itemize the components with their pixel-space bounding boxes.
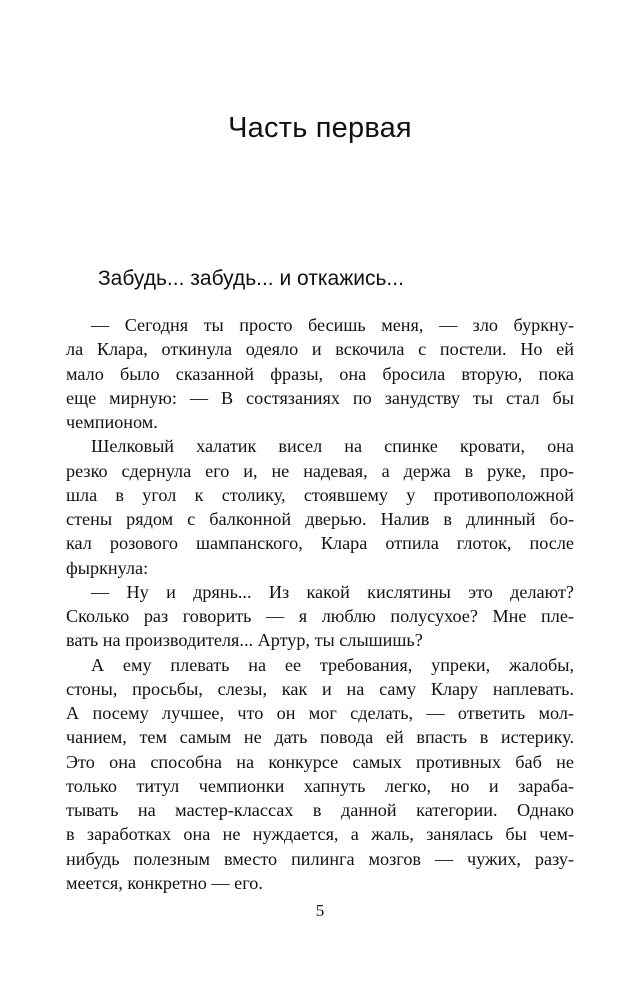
- text-line: стоны, просьбы, слезы, как и на саму Клару наплевать.: [66, 678, 574, 699]
- paragraph: [66, 313, 574, 434]
- text-line: Это она способна на конкурсе самых противных баб не: [66, 751, 574, 772]
- text-line: вать на производителя... Артур, ты слышишь?: [66, 630, 423, 651]
- text-line: еще мирную: — В состязаниях по занудству ты стал бы: [66, 387, 574, 408]
- text-line: чемпионом.: [66, 412, 158, 432]
- text-line: Сколько раз говорить — я люблю полусухое? Мне пле-: [66, 606, 574, 626]
- text-line: кал розового шампанского, Клара отпила глоток, после: [66, 533, 574, 554]
- text-line: — Ну и дрянь... Из какой кислятины это делают?: [91, 581, 574, 602]
- text-line: — Сегодня ты просто бесишь меня, — зло буркну-: [91, 315, 574, 335]
- page-number: 5: [315, 901, 325, 920]
- text-line: тывать на мастер-классах в данной категории. Однако: [66, 800, 574, 820]
- paragraph: [66, 580, 574, 653]
- body-text: [66, 313, 574, 895]
- paragraph: [66, 434, 574, 580]
- text-line: стены рядом с балконной дверью. Налив в длинный бо-: [66, 509, 574, 529]
- chapter-title: Забудь... забудь... и откажись...: [98, 267, 404, 290]
- text-line: Шелковый халатик висел на спинке кровати, она: [91, 436, 574, 457]
- text-line: А посему лучшее, что он мог сделать, — ответить мол-: [66, 703, 574, 723]
- text-line: шла в угол к столику, стоявшему у противоположной: [66, 484, 574, 505]
- text-line: ла Клара, откинула одеяло и вскочила с постели. Но ей: [66, 339, 574, 360]
- text-line: резко сдернула его и, не надевая, а держа в руке, про-: [66, 460, 574, 481]
- part-title: Часть первая: [228, 112, 412, 144]
- text-line: А ему плевать на ее требования, упреки, жалобы,: [91, 654, 574, 675]
- text-line: мало было сказанной фразы, она бросила вторую, пока: [66, 363, 574, 384]
- text-line: в заработках она не нуждается, а жаль, занялась бы чем-: [66, 824, 574, 845]
- paragraph: [66, 653, 574, 896]
- text-line: только титул чемпионки хапнуть легко, но и зараба-: [66, 775, 574, 796]
- text-line: фыркнула:: [66, 557, 149, 578]
- text-line: нибудь полезным вместо пилинга мозгов — чужих, разу-: [66, 848, 574, 869]
- text-line: меется, конкретно — его.: [66, 872, 263, 893]
- text-line: чанием, тем самым не дать повода ей впасть в истерику.: [66, 727, 574, 748]
